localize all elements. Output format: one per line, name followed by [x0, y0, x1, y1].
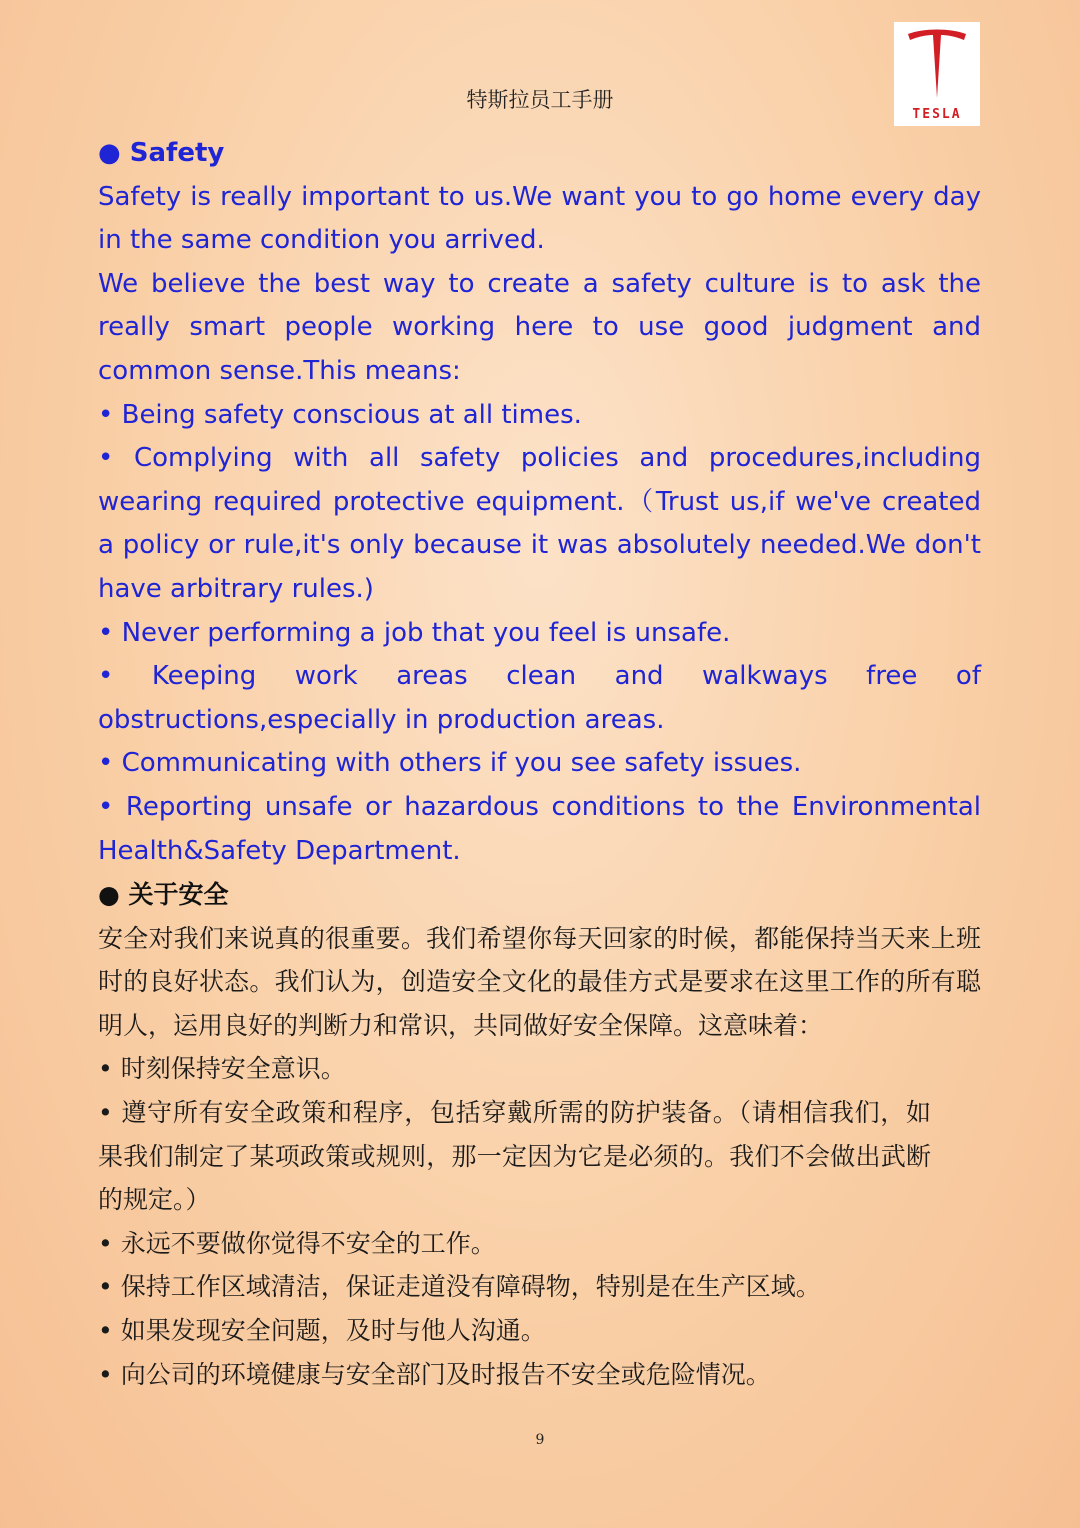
english-bullet-4: • Keeping work areas clean and walkways free of obstructions,especially in production areas.: [98, 661, 981, 735]
logo-wordmark: TESLA: [912, 107, 962, 122]
english-bullet-3: • Never performing a job that you feel is unsafe.: [98, 617, 731, 648]
english-intro-1: Safety is really important to us.We want you to go home every day in the same condition you arrived.: [98, 181, 981, 256]
english-bullet-6: • Reporting unsafe or hazardous conditions to the Environmental Health&Safety Department.: [98, 791, 981, 866]
tesla-t-icon: [904, 28, 970, 100]
english-bullet-5: • Communicating with others if you see safety issues.: [98, 748, 802, 779]
english-heading: ● Safety: [98, 138, 225, 168]
chinese-bullet-1: • 时刻保持安全意识。: [98, 1054, 346, 1084]
chinese-bullet-6: • 向公司的环境健康与安全部门及时报告不安全或危险情况。: [98, 1359, 771, 1389]
chinese-bullet-4: • 保持工作区域清洁，保证走道没有障碍物，特别是在生产区域。: [98, 1272, 821, 1302]
chinese-intro: 安全对我们来说真的很重要。我们希望你每天回家的时候，都能保持当天来上班时的良好状态。我们认为，创造安全文化的最佳方式是要求在这里工作的所有聪明人，运用良好的判断力和常识，共同做好安全保障。这意味着：: [98, 923, 981, 1040]
chinese-bullet-3: • 永远不要做你觉得不安全的工作。: [98, 1228, 496, 1258]
english-intro-2: We believe the best way to create a safety culture is to ask the really smart people working here to use good judgment and common sense.This means:: [98, 268, 981, 386]
english-bullet-2: • Complying with all safety policies and procedures,including wearing required protective equipment.（Trust us,if we've created a policy or rule,it's only because it was absolutely needed.We don't have arbitrary rules.): [98, 443, 981, 604]
chinese-bullet-2: • 遵守所有安全政策和程序，包括穿戴所需的防护装备。（请相信我们，如果我们制定了某项政策或规则，那一定因为它是必须的。我们不会做出武断的规定。）: [98, 1098, 931, 1215]
chinese-bullet-5: • 如果发现安全问题，及时与他人沟通。: [98, 1316, 546, 1346]
document-title: 特斯拉员工手册: [466, 88, 614, 112]
chinese-heading: ● 关于安全: [98, 880, 229, 910]
english-bullet-1: • Being safety conscious at all times.: [98, 399, 582, 430]
tesla-logo: [894, 22, 980, 126]
page-content: [98, 132, 981, 1396]
page-number: 9: [535, 1432, 545, 1448]
